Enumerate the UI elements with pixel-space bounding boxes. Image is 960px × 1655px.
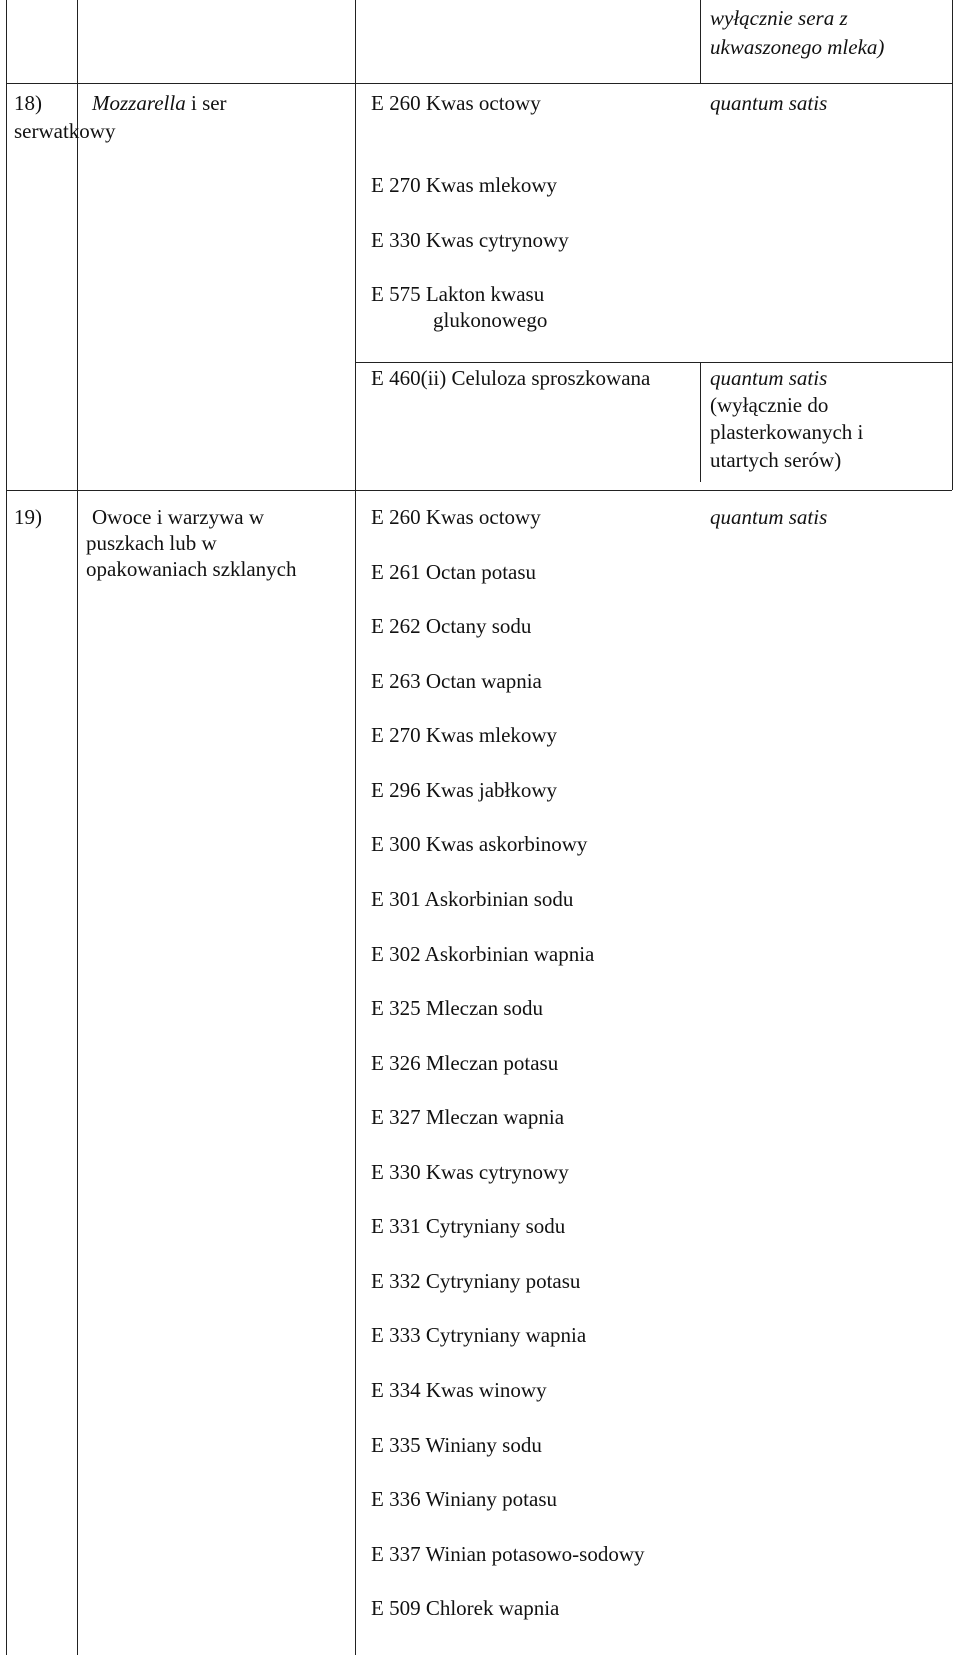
- additive-item: E 270 Kwas mlekowy: [371, 723, 558, 747]
- row-number: 18): [14, 91, 42, 115]
- product-name-line: serwatkowy: [14, 119, 116, 143]
- additive-item: E 261 Octan potasu: [371, 560, 537, 584]
- additive-item: E 300 Kwas askorbinowy: [371, 832, 588, 856]
- additive-item: E 301 Askorbinian sodu: [371, 887, 574, 911]
- additive-item: E 332 Cytryniany potasu: [371, 1269, 581, 1293]
- product-name-line: puszkach lub w: [86, 531, 217, 555]
- product-name-line: Owoce i warzywa w: [92, 505, 265, 529]
- product-name-line: opakowaniach szklanych: [86, 557, 297, 581]
- additive-item: E 330 Kwas cytrynowy: [371, 228, 569, 252]
- additive-item: E 333 Cytryniany wapnia: [371, 1323, 587, 1347]
- additive-item: E 260 Kwas octowy: [371, 91, 541, 115]
- max-level-value: quantum satis: [710, 366, 828, 390]
- table-border-right: [952, 0, 953, 490]
- column-divider-level-lower: [700, 362, 701, 482]
- column-divider-product: [77, 0, 78, 1655]
- additive-item: E 330 Kwas cytrynowy: [371, 1160, 569, 1184]
- additive-item: E 335 Winiany sodu: [371, 1433, 542, 1457]
- additive-item: E 302 Askorbinian wapnia: [371, 942, 595, 966]
- max-level-value: quantum satis: [710, 505, 828, 529]
- row-separator-19: [6, 490, 952, 491]
- additive-item: E 334 Kwas winowy: [371, 1378, 547, 1402]
- additive-item: E 260 Kwas octowy: [371, 505, 541, 529]
- table-border-left: [6, 0, 7, 1655]
- column-divider-additive: [355, 0, 356, 1655]
- additive-item: E 262 Octany sodu: [371, 614, 532, 638]
- additive-item-wrap: glukonowego: [433, 308, 548, 332]
- additive-item: E 263 Octan wapnia: [371, 669, 542, 693]
- additive-item: E 296 Kwas jabłkowy: [371, 778, 558, 802]
- product-name-italic: Mozzarella: [92, 91, 186, 115]
- row-number: 19): [14, 505, 42, 529]
- additive-item: E 460(ii) Celuloza sproszkowana: [371, 366, 651, 390]
- additive-item: E 509 Chlorek wapnia: [371, 1596, 560, 1620]
- max-level-note-line: (wyłącznie do: [710, 393, 829, 417]
- subrow-separator-18: [355, 362, 952, 363]
- max-level-note-line: utartych serów): [710, 448, 842, 472]
- additive-item: E 336 Winiany potasu: [371, 1487, 557, 1511]
- column-divider-level: [700, 0, 701, 83]
- max-level-note-line: plasterkowanych i: [710, 420, 864, 444]
- continuation-note-line: ukwaszonego mleka): [710, 35, 885, 59]
- product-name: [92, 89, 227, 117]
- additive-item: E 270 Kwas mlekowy: [371, 173, 558, 197]
- continuation-note-line: wyłącznie sera z: [710, 6, 848, 30]
- product-name-rest: i ser: [185, 91, 227, 115]
- additive-item: E 337 Winian potasowo-sodowy: [371, 1542, 645, 1566]
- additive-item: E 325 Mleczan sodu: [371, 996, 544, 1020]
- row-separator-18: [6, 83, 952, 84]
- additive-item: E 331 Cytryniany sodu: [371, 1214, 566, 1238]
- max-level-value: quantum satis: [710, 91, 828, 115]
- additive-item: E 326 Mleczan potasu: [371, 1051, 559, 1075]
- additive-item: E 575 Lakton kwasu: [371, 282, 545, 306]
- additive-item: E 327 Mleczan wapnia: [371, 1105, 565, 1129]
